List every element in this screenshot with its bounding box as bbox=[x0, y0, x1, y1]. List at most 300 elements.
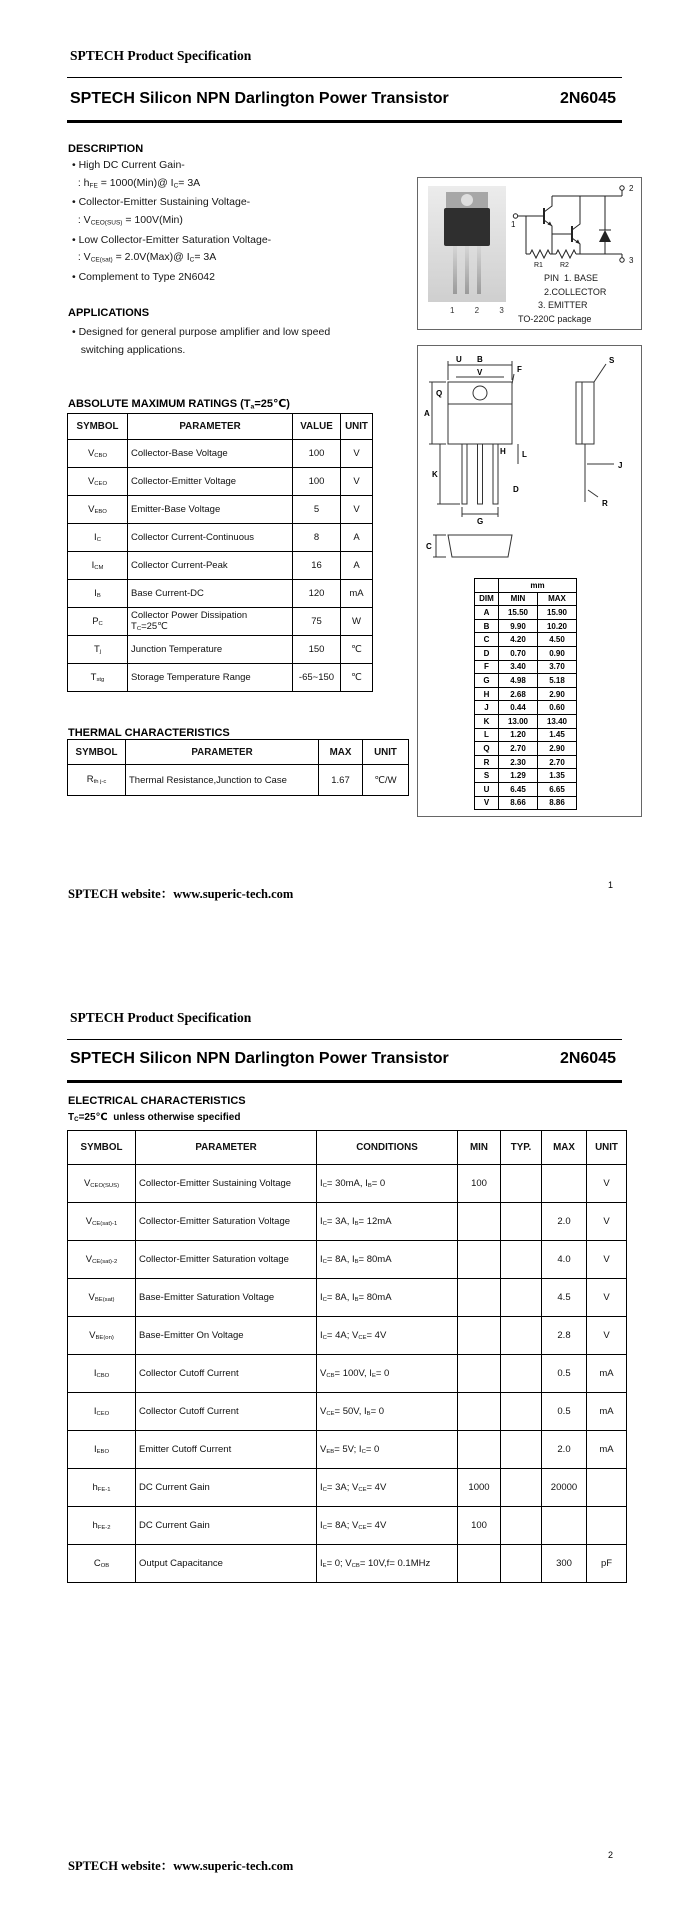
table-row bbox=[68, 1279, 627, 1317]
pin-label-line: TO-220C package bbox=[518, 313, 592, 324]
cell-parameter: Collector-Emitter Saturation voltage bbox=[136, 1241, 317, 1279]
cell-parameter: Collector Cutoff Current bbox=[136, 1393, 317, 1431]
table-row bbox=[68, 1317, 627, 1355]
title-rule-p1 bbox=[67, 120, 622, 123]
dim-row bbox=[475, 674, 577, 688]
cell-min: 15.50 bbox=[499, 606, 538, 620]
cell-conditions: $I_C= 8A$; $V_{CE}= 4V$ bbox=[317, 1507, 458, 1545]
header-rule-p2 bbox=[67, 1039, 622, 1040]
table-row bbox=[68, 524, 373, 552]
page-number-p2: 2 bbox=[608, 1850, 614, 1860]
part-number-p1: 2N6045 bbox=[559, 90, 616, 107]
mechanical-drawing-box bbox=[417, 345, 642, 817]
cell-unit: V bbox=[587, 1165, 627, 1203]
elec-table-wrap bbox=[67, 1130, 627, 1583]
cell-max bbox=[542, 1165, 587, 1203]
cell-typ bbox=[501, 1317, 542, 1355]
cell-value: 16 bbox=[293, 552, 341, 580]
doc-header-p2: SPTECH Product Specification bbox=[70, 1010, 252, 1025]
cell-parameter: DC Current Gain bbox=[136, 1507, 317, 1545]
header-cell-parameter: PARAMETER bbox=[128, 414, 293, 440]
cell-max: 2.90 bbox=[538, 687, 577, 701]
cell-symbol: $I_B$ bbox=[68, 580, 128, 608]
cell-min bbox=[458, 1241, 501, 1279]
cell-min: 9.90 bbox=[499, 619, 538, 633]
to220-leg-3 bbox=[477, 246, 481, 294]
dim-unit-header: mm bbox=[499, 579, 577, 593]
cell-dim: B bbox=[475, 619, 499, 633]
dim-unit-row bbox=[475, 579, 577, 593]
title-row-p1 bbox=[70, 90, 616, 108]
dim-table-wrap bbox=[474, 578, 577, 810]
cell-unit: V bbox=[587, 1279, 627, 1317]
dim-label-S: S bbox=[609, 356, 615, 365]
cell-conditions: $V_{CB}= 100V$, $I_E= 0$ bbox=[317, 1355, 458, 1393]
cell-min: 0.44 bbox=[499, 701, 538, 715]
cell-min: 100 bbox=[458, 1165, 501, 1203]
table-row bbox=[68, 1241, 627, 1279]
cell-value: 150 bbox=[293, 636, 341, 664]
dim-row bbox=[475, 606, 577, 620]
cell-symbol: $I_{CEO}$ bbox=[68, 1393, 136, 1431]
applications-lines bbox=[72, 323, 412, 359]
cell-dim: J bbox=[475, 701, 499, 715]
dim-row bbox=[475, 796, 577, 810]
cell-symbol: $C_{OB}$ bbox=[68, 1545, 136, 1583]
cell-symbol: $V_{CBO}$ bbox=[68, 440, 128, 468]
cell-value: 100 bbox=[293, 468, 341, 496]
cell-parameter: Collector Cutoff Current bbox=[136, 1355, 317, 1393]
cell-conditions: $V_{EB}= 5V$; $I_C= 0$ bbox=[317, 1431, 458, 1469]
cell-conditions: $I_C= 30mA$, $I_B= 0$ bbox=[317, 1165, 458, 1203]
cell-max: 6.65 bbox=[538, 782, 577, 796]
cell-typ bbox=[501, 1241, 542, 1279]
header-cell-min: MIN bbox=[458, 1131, 501, 1165]
cell-min: 100 bbox=[458, 1507, 501, 1545]
table-row bbox=[68, 636, 373, 664]
dim-row bbox=[475, 782, 577, 796]
dim-row bbox=[475, 742, 577, 756]
header-cell-typ: TYP. bbox=[501, 1131, 542, 1165]
terminal-2-label: 2 bbox=[629, 184, 634, 193]
to220-photo bbox=[428, 186, 506, 302]
cell-max: 8.86 bbox=[538, 796, 577, 810]
cell-value: 75 bbox=[293, 608, 341, 636]
cell-dim: V bbox=[475, 796, 499, 810]
dim-row bbox=[475, 646, 577, 660]
cell-unit: V bbox=[587, 1241, 627, 1279]
description-line: • Low Collector-Emitter Saturation Voltage- bbox=[72, 233, 272, 246]
cell-max: 15.90 bbox=[538, 606, 577, 620]
table-row bbox=[68, 1203, 627, 1241]
header-cell-unit: UNIT bbox=[341, 414, 373, 440]
table-row bbox=[68, 468, 373, 496]
header-rule-p1 bbox=[67, 77, 622, 78]
resistor-r2-label: R2 bbox=[560, 262, 569, 269]
cell-typ bbox=[501, 1545, 542, 1583]
table-row bbox=[68, 765, 409, 796]
resistor-r1-label: R1 bbox=[534, 262, 543, 269]
cell-symbol: $V_{EBO}$ bbox=[68, 496, 128, 524]
dim-label-A: A bbox=[424, 409, 430, 418]
cell-symbol: $I_C$ bbox=[68, 524, 128, 552]
cell-max: 2.0 bbox=[542, 1431, 587, 1469]
cell-max: 300 bbox=[542, 1545, 587, 1583]
cell-min bbox=[458, 1355, 501, 1393]
dim-label-J: J bbox=[618, 461, 623, 470]
cell-max: 5.18 bbox=[538, 674, 577, 688]
cell-min: 2.30 bbox=[499, 755, 538, 769]
cell-unit: W bbox=[341, 608, 373, 636]
cell-max: 10.20 bbox=[538, 619, 577, 633]
header-cell-symbol: SYMBOL bbox=[68, 740, 126, 765]
cell-max: 0.5 bbox=[542, 1393, 587, 1431]
table-row bbox=[68, 1165, 627, 1203]
footer-p2: SPTECH website：www.superic-tech.com bbox=[68, 1859, 294, 1873]
header-cell-max: MAX bbox=[319, 740, 363, 765]
cell-min: 3.40 bbox=[499, 660, 538, 674]
cell-parameter: Output Capacitance bbox=[136, 1545, 317, 1583]
table-row bbox=[68, 1469, 627, 1507]
cell-max: 1.35 bbox=[538, 769, 577, 783]
to220-leg-2 bbox=[465, 246, 469, 294]
cell-symbol: $V_{CE(sat)-2}$ bbox=[68, 1241, 136, 1279]
cell-dim: F bbox=[475, 660, 499, 674]
cell-unit: ℃/W bbox=[363, 765, 409, 796]
abs-max-table-wrap bbox=[67, 413, 373, 692]
dim-row bbox=[475, 701, 577, 715]
table-row bbox=[68, 1507, 627, 1545]
cell-symbol: $V_{BE(on)}$ bbox=[68, 1317, 136, 1355]
header-cell-max: MAX bbox=[542, 1131, 587, 1165]
package-overview-box bbox=[417, 177, 642, 330]
cell-parameter: Collector-Emitter Saturation Voltage bbox=[136, 1203, 317, 1241]
cell-unit bbox=[587, 1507, 627, 1545]
cell-conditions: $I_C= 3A$; $V_{CE}= 4V$ bbox=[317, 1469, 458, 1507]
cell-unit: V bbox=[587, 1317, 627, 1355]
cell-conditions: $V_{CE}= 50V$, $I_B= 0$ bbox=[317, 1393, 458, 1431]
dim-label-D: D bbox=[513, 485, 519, 494]
dim-label-C: C bbox=[426, 542, 432, 551]
table-row bbox=[68, 580, 373, 608]
header-cell-value: VALUE bbox=[293, 414, 341, 440]
cell-unit: mA bbox=[341, 580, 373, 608]
table-row bbox=[68, 664, 373, 692]
cell-max: 2.70 bbox=[538, 755, 577, 769]
cell-parameter: Collector-Emitter Voltage bbox=[128, 468, 293, 496]
table-row bbox=[68, 608, 373, 636]
cell-symbol: $h_{FE-1}$ bbox=[68, 1469, 136, 1507]
cell-min bbox=[458, 1545, 501, 1583]
dim-blank-cell bbox=[475, 579, 499, 593]
cell-value: 120 bbox=[293, 580, 341, 608]
cell-typ bbox=[501, 1393, 542, 1431]
thermal-header-row bbox=[68, 740, 409, 765]
dim-row bbox=[475, 755, 577, 769]
header-cell-unit: UNIT bbox=[587, 1131, 627, 1165]
table-row bbox=[68, 496, 373, 524]
dim-row bbox=[475, 619, 577, 633]
cell-parameter: Thermal Resistance,Junction to Case bbox=[126, 765, 319, 796]
to220-body bbox=[444, 208, 490, 246]
cell-conditions: $I_C= 4A$; $V_{CE}= 4V$ bbox=[317, 1317, 458, 1355]
cell-symbol: $h_{FE-2}$ bbox=[68, 1507, 136, 1545]
cell-min bbox=[458, 1203, 501, 1241]
applications-line: switching applications. bbox=[72, 344, 186, 356]
cell-min: 1000 bbox=[458, 1469, 501, 1507]
elec-heading: ELECTRICAL CHARACTERISTICS bbox=[68, 1095, 246, 1107]
dim-row bbox=[475, 714, 577, 728]
dim-row bbox=[475, 660, 577, 674]
dim-label-G: G bbox=[477, 517, 484, 526]
elec-condition-note: $T_C=25℃$ unless otherwise specified bbox=[68, 1112, 241, 1124]
cell-max: 1.45 bbox=[538, 728, 577, 742]
cell-unit: mA bbox=[587, 1431, 627, 1469]
cell-parameter: Junction Temperature bbox=[128, 636, 293, 664]
pin-labels bbox=[518, 272, 638, 326]
cell-unit: mA bbox=[587, 1393, 627, 1431]
cell-min: 4.20 bbox=[499, 633, 538, 647]
page-number-p1: 1 bbox=[608, 880, 614, 890]
cell-max: 0.60 bbox=[538, 701, 577, 715]
cell-symbol: $R_{th j-c}$ bbox=[68, 765, 126, 796]
cell-symbol: $V_{CEO(SUS)}$ bbox=[68, 1165, 136, 1203]
page-title-p1: SPTECH Silicon NPN Darlington Power Transistor bbox=[70, 90, 449, 107]
cell-unit: V bbox=[341, 468, 373, 496]
cell-symbol: $V_{BE(sat)}$ bbox=[68, 1279, 136, 1317]
cell-symbol: $V_{CEO}$ bbox=[68, 468, 128, 496]
cell-dim: D bbox=[475, 646, 499, 660]
cell-parameter: Collector-Base Voltage bbox=[128, 440, 293, 468]
cell-typ bbox=[501, 1469, 542, 1507]
header-cell-symbol: SYMBOL bbox=[68, 1131, 136, 1165]
cell-min: 0.70 bbox=[499, 646, 538, 660]
pin-label-line: 3. EMITTER bbox=[538, 300, 588, 310]
cell-unit: V bbox=[341, 440, 373, 468]
cell-unit: V bbox=[341, 496, 373, 524]
cell-dim: C bbox=[475, 633, 499, 647]
cell-parameter: Base-Emitter Saturation Voltage bbox=[136, 1279, 317, 1317]
cell-typ bbox=[501, 1279, 542, 1317]
abs-max-heading: ABSOLUTE MAXIMUM RATINGS $(T_a=25℃)$ bbox=[68, 398, 290, 411]
cell-min: 6.45 bbox=[499, 782, 538, 796]
cell-max: 2.0 bbox=[542, 1203, 587, 1241]
table-row bbox=[68, 1393, 627, 1431]
cell-typ bbox=[501, 1203, 542, 1241]
dim-label-U: U bbox=[456, 355, 462, 364]
cell-typ bbox=[501, 1165, 542, 1203]
cell-dim: L bbox=[475, 728, 499, 742]
cell-conditions: $I_C= 3A$, $I_B= 12mA$ bbox=[317, 1203, 458, 1241]
cell-min bbox=[458, 1279, 501, 1317]
footer-p1: SPTECH website：www.superic-tech.com bbox=[68, 887, 294, 901]
thermal-table bbox=[67, 739, 409, 796]
cell-conditions: $I_C= 8A$, $I_B= 80mA$ bbox=[317, 1241, 458, 1279]
table-row bbox=[68, 1545, 627, 1583]
cell-value: -65~150 bbox=[293, 664, 341, 692]
cell-unit bbox=[587, 1469, 627, 1507]
title-row-p2 bbox=[70, 1050, 616, 1068]
cell-dim: H bbox=[475, 687, 499, 701]
description-line: : $V_{CE(sat)}$ = 2.0V(Max)@ $I_C= 3A$ bbox=[72, 251, 217, 264]
table-row bbox=[68, 552, 373, 580]
dim-row bbox=[475, 769, 577, 783]
header-cell-conditions: CONDITIONS bbox=[317, 1131, 458, 1165]
cell-min bbox=[458, 1393, 501, 1431]
cell-parameter: Collector Power Dissipation $T_C=25℃$ bbox=[128, 608, 293, 636]
cell-dim: R bbox=[475, 755, 499, 769]
cell-symbol: $P_C$ bbox=[68, 608, 128, 636]
to220-leg-1 bbox=[453, 246, 457, 294]
cell-conditions: $I_C= 8A$, $I_B= 80mA$ bbox=[317, 1279, 458, 1317]
cell-parameter: Collector-Emitter Sustaining Voltage bbox=[136, 1165, 317, 1203]
header-cell-unit: UNIT bbox=[363, 740, 409, 765]
cell-parameter: Emitter Cutoff Current bbox=[136, 1431, 317, 1469]
cell-min bbox=[458, 1431, 501, 1469]
cell-unit: pF bbox=[587, 1545, 627, 1583]
title-rule-p2 bbox=[67, 1080, 622, 1083]
table-row bbox=[68, 1431, 627, 1469]
cell-max: 0.5 bbox=[542, 1355, 587, 1393]
cell-max: 2.8 bbox=[542, 1317, 587, 1355]
cell-symbol: $I_{CBO}$ bbox=[68, 1355, 136, 1393]
elec-table bbox=[67, 1130, 627, 1583]
description-lines bbox=[72, 157, 412, 286]
dim-row bbox=[475, 633, 577, 647]
cell-parameter: DC Current Gain bbox=[136, 1469, 317, 1507]
header-cell-min: MIN bbox=[499, 592, 538, 606]
cell-typ bbox=[501, 1355, 542, 1393]
cell-parameter: Base Current-DC bbox=[128, 580, 293, 608]
header-cell-symbol: SYMBOL bbox=[68, 414, 128, 440]
cell-max bbox=[542, 1507, 587, 1545]
cell-symbol: $I_{CM}$ bbox=[68, 552, 128, 580]
cell-max: 0.90 bbox=[538, 646, 577, 660]
cell-min bbox=[458, 1317, 501, 1355]
cell-unit: ℃ bbox=[341, 636, 373, 664]
header-cell-dim: DIM bbox=[475, 592, 499, 606]
cell-dim: G bbox=[475, 674, 499, 688]
cell-dim: U bbox=[475, 782, 499, 796]
terminal-1-label: 1 bbox=[511, 220, 516, 229]
cell-min: 2.70 bbox=[499, 742, 538, 756]
cell-max: 2.90 bbox=[538, 742, 577, 756]
doc-header-p1: SPTECH Product Specification bbox=[70, 48, 252, 63]
dim-label-R: R bbox=[602, 499, 608, 508]
thermal-table-wrap bbox=[67, 739, 409, 796]
pin-label-line: 2.COLLECTOR bbox=[544, 286, 607, 297]
cell-typ bbox=[501, 1431, 542, 1469]
to220-hole bbox=[461, 194, 473, 206]
dim-row bbox=[475, 687, 577, 701]
cell-unit: A bbox=[341, 524, 373, 552]
cell-max: 4.50 bbox=[538, 633, 577, 647]
dim-label-F: F bbox=[517, 365, 522, 374]
cell-dim: K bbox=[475, 714, 499, 728]
cell-symbol: $V_{CE(sat)-1}$ bbox=[68, 1203, 136, 1241]
cell-dim: A bbox=[475, 606, 499, 620]
cell-unit: A bbox=[341, 552, 373, 580]
description-line: • Collector-Emitter Sustaining Voltage- bbox=[72, 196, 251, 209]
part-number-p2: 2N6045 bbox=[559, 1050, 616, 1067]
description-heading: DESCRIPTION bbox=[68, 143, 144, 155]
header-cell-parameter: PARAMETER bbox=[136, 1131, 317, 1165]
cell-max: 1.67 bbox=[319, 765, 363, 796]
cell-unit: mA bbox=[587, 1355, 627, 1393]
cell-dim: Q bbox=[475, 742, 499, 756]
abs-max-header-row bbox=[68, 414, 373, 440]
cell-parameter: Storage Temperature Range bbox=[128, 664, 293, 692]
cell-symbol: $T_{stg}$ bbox=[68, 664, 128, 692]
cell-value: 100 bbox=[293, 440, 341, 468]
header-cell-max: MAX bbox=[538, 592, 577, 606]
cell-parameter: Emitter-Base Voltage bbox=[128, 496, 293, 524]
cell-min: 13.00 bbox=[499, 714, 538, 728]
cell-parameter: Collector Current-Peak bbox=[128, 552, 293, 580]
header-cell-parameter: PARAMETER bbox=[126, 740, 319, 765]
cell-parameter: Base-Emitter On Voltage bbox=[136, 1317, 317, 1355]
applications-line: • Designed for general purpose amplifier and low speed bbox=[72, 326, 331, 338]
page-title-p2: SPTECH Silicon NPN Darlington Power Transistor bbox=[70, 1050, 449, 1067]
cell-value: 5 bbox=[293, 496, 341, 524]
dim-table bbox=[474, 578, 577, 810]
cell-max: 3.70 bbox=[538, 660, 577, 674]
table-row bbox=[68, 440, 373, 468]
cell-unit: V bbox=[587, 1203, 627, 1241]
description-line: : $h_{FE}$ = 1000(Min)@ $I_C= 3A$ bbox=[72, 176, 201, 189]
darlington-schematic bbox=[510, 182, 638, 272]
cell-max: 4.0 bbox=[542, 1241, 587, 1279]
thermal-heading: THERMAL CHARACTERISTICS bbox=[68, 727, 230, 739]
dim-label-K: K bbox=[432, 470, 438, 479]
dim-label-L: L bbox=[522, 450, 527, 459]
cell-unit: ℃ bbox=[341, 664, 373, 692]
cell-min: 8.66 bbox=[499, 796, 538, 810]
table-row bbox=[68, 1355, 627, 1393]
dim-label-B: B bbox=[477, 355, 483, 364]
cell-max: 20000 bbox=[542, 1469, 587, 1507]
cell-min: 1.20 bbox=[499, 728, 538, 742]
pin-label-line: PIN 1. BASE bbox=[544, 273, 599, 283]
dim-label-V: V bbox=[477, 368, 483, 377]
applications-heading: APPLICATIONS bbox=[68, 307, 150, 319]
dim-header-row bbox=[475, 592, 577, 606]
dim-label-Q: Q bbox=[436, 389, 443, 398]
cell-max: 13.40 bbox=[538, 714, 577, 728]
description-line: • High DC Current Gain- bbox=[72, 159, 185, 171]
cell-typ bbox=[501, 1507, 542, 1545]
elec-header-row bbox=[68, 1131, 627, 1165]
dim-label-H: H bbox=[500, 447, 506, 456]
cell-min: 4.98 bbox=[499, 674, 538, 688]
terminal-3-label: 3 bbox=[629, 256, 634, 265]
cell-symbol: $T_j$ bbox=[68, 636, 128, 664]
description-line: : $V_{CEO(SUS)} = 100V(Min)$ bbox=[72, 213, 183, 227]
abs-max-table bbox=[67, 413, 373, 692]
pin-caption: 1 2 3 bbox=[450, 306, 513, 315]
cell-parameter: Collector Current-Continuous bbox=[128, 524, 293, 552]
cell-min: 2.68 bbox=[499, 687, 538, 701]
cell-value: 8 bbox=[293, 524, 341, 552]
mechanical-drawing bbox=[418, 352, 641, 576]
cell-conditions: $I_E= 0$; $V_{CB}= 10V,f= 0.1MHz$ bbox=[317, 1545, 458, 1583]
cell-dim: S bbox=[475, 769, 499, 783]
dim-row bbox=[475, 728, 577, 742]
description-line: • Complement to Type 2N6042 bbox=[72, 270, 215, 283]
cell-max: 4.5 bbox=[542, 1279, 587, 1317]
cell-symbol: $I_{EBO}$ bbox=[68, 1431, 136, 1469]
cell-min: 1.29 bbox=[499, 769, 538, 783]
